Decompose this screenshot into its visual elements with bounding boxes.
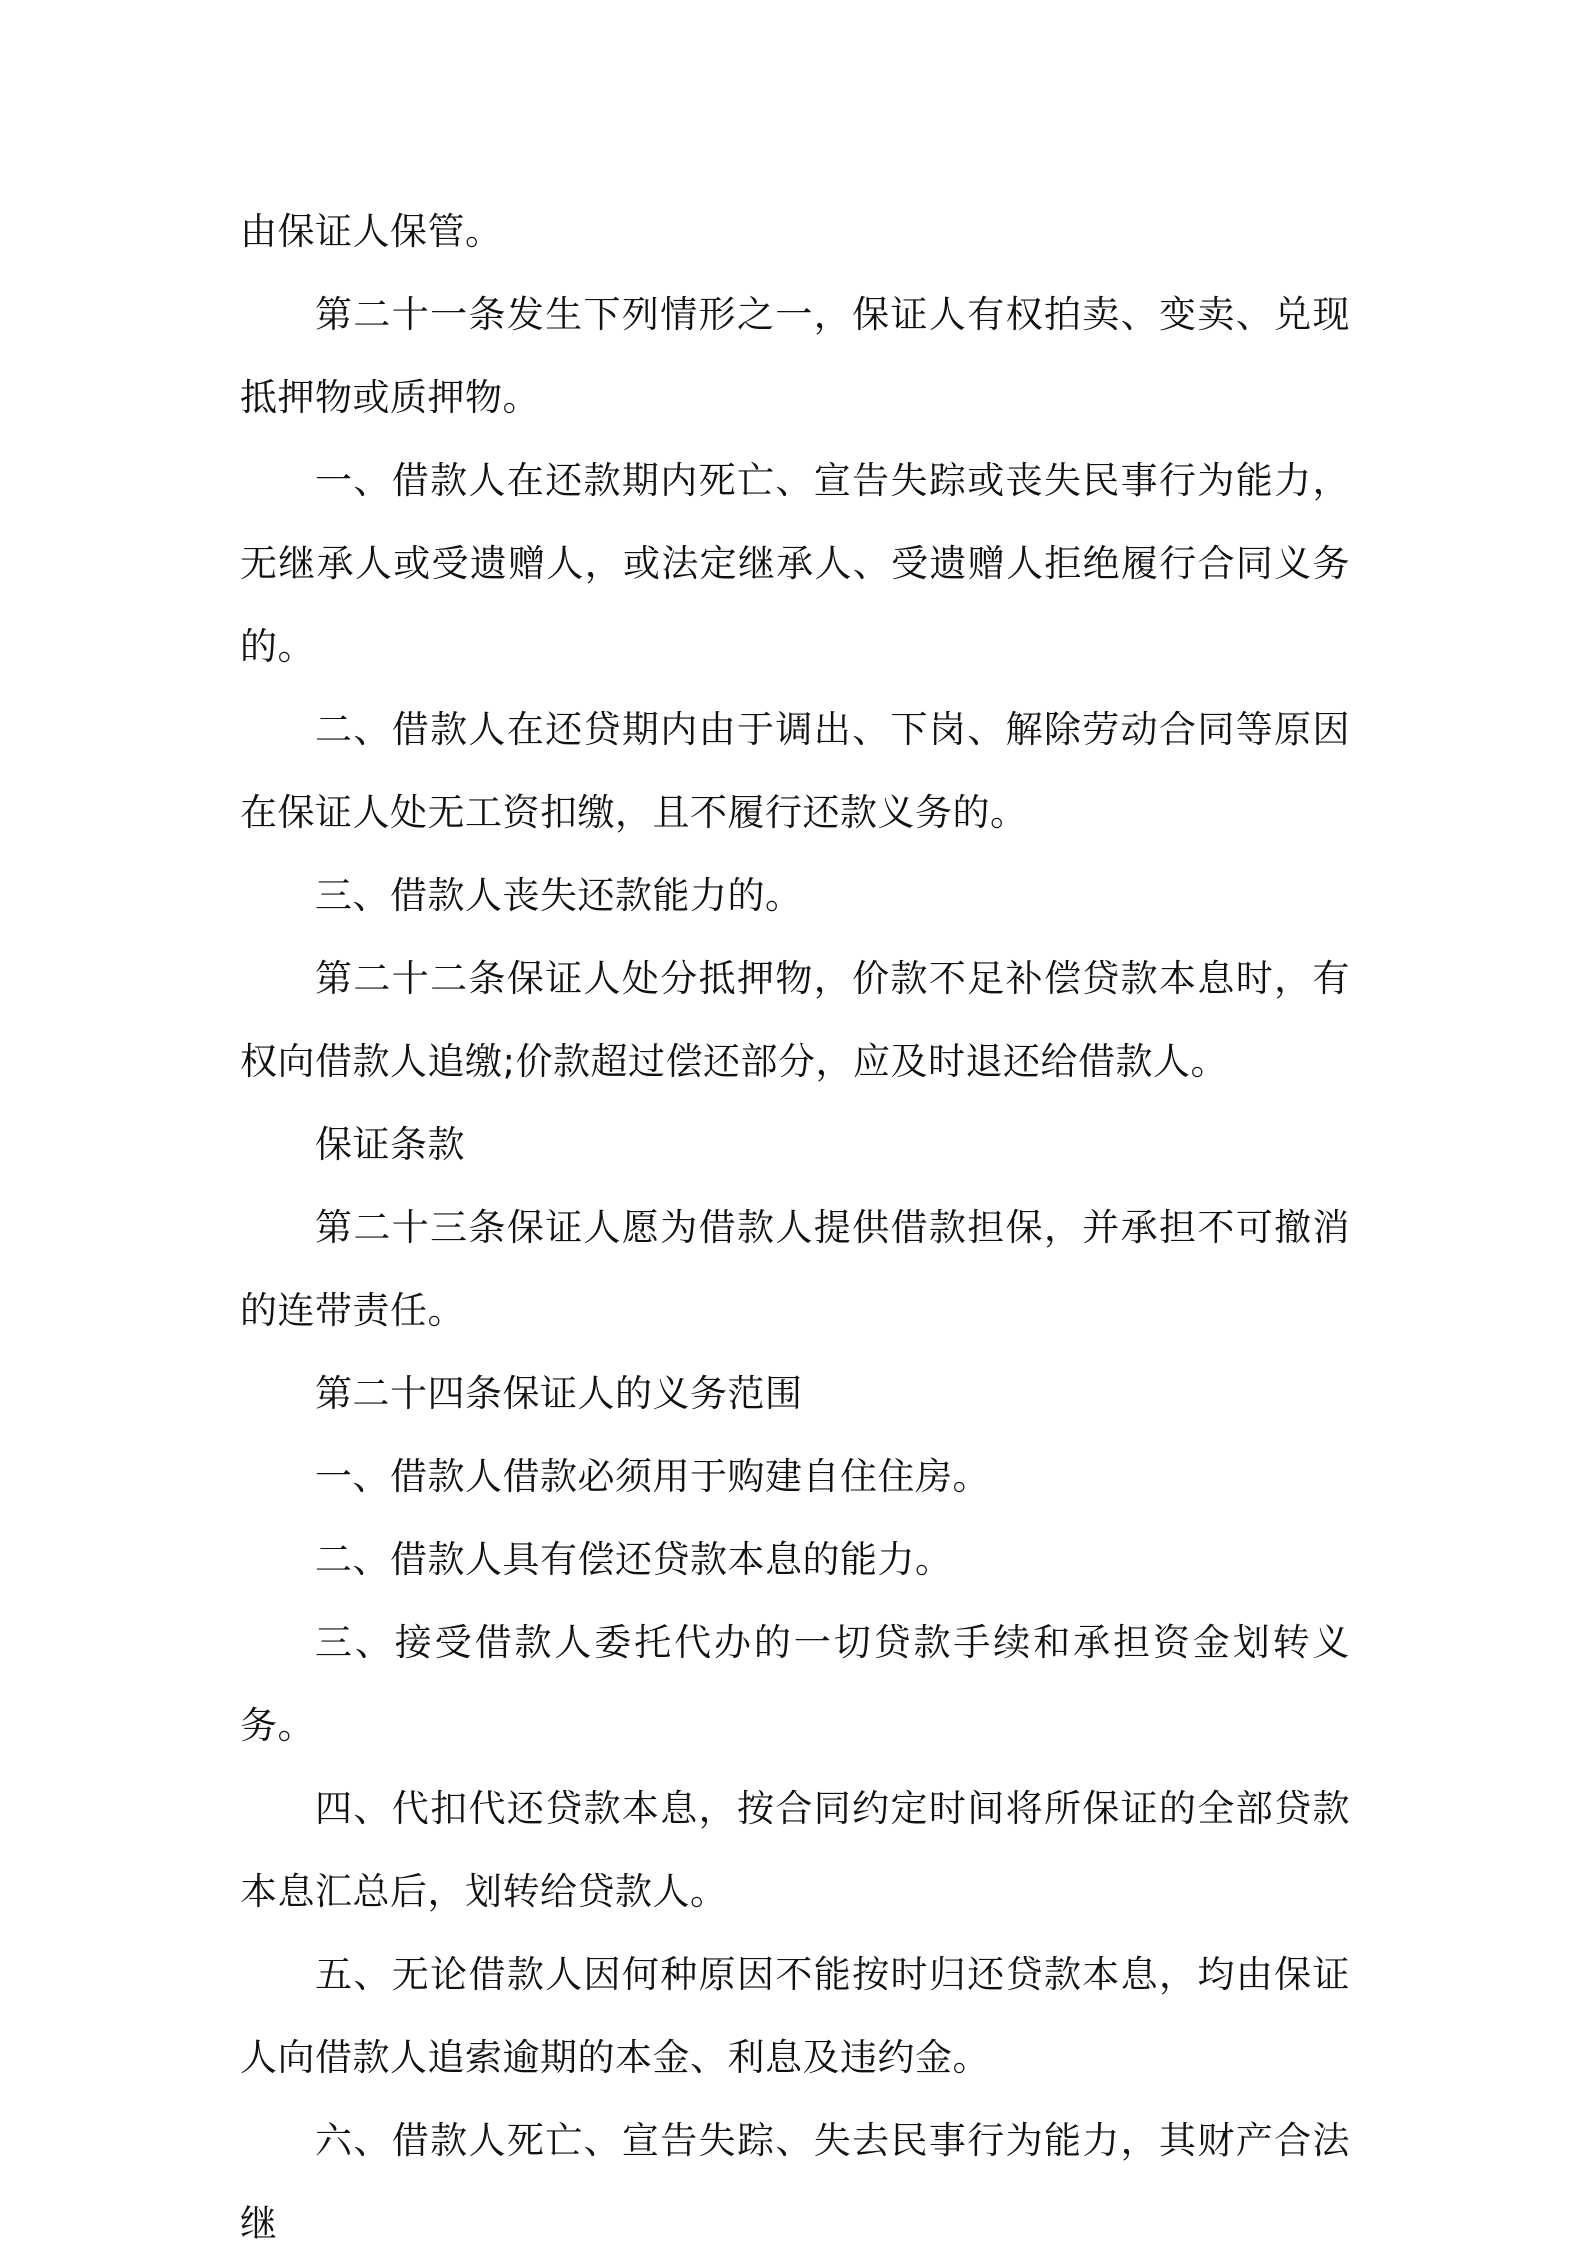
paragraph-article-24-item-1: 一、借款人借款必须用于购建自住住房。 [315, 1455, 990, 1498]
paragraph-article-21-item-2: 二、借款人在还贷期内由于调出、下岗、解除劳动合同等原因在保证人处无工资扣缴，且不履行还款义务的。 [240, 708, 1350, 834]
paragraph-continuation: 由保证人保管。 [240, 210, 503, 253]
section-heading-guarantee-clauses: 保证条款 [315, 1123, 465, 1166]
paragraph-article-24-item-5: 五、无论借款人因何种原因不能按时归还贷款本息，均由保证人向借款人追索逾期的本金、利息及违约金。 [240, 1953, 1350, 2079]
paragraph-article-24-item-6: 六、借款人死亡、宣告失踪、失去民事行为能力，其财产合法继 [240, 2119, 1350, 2245]
paragraph-article-21: 第二十一条发生下列情形之一，保证人有权拍卖、变卖、兑现抵押物或质押物。 [240, 293, 1350, 419]
paragraph-article-22: 第二十二条保证人处分抵押物，价款不足补偿贷款本息时，有权向借款人追缴;价款超过偿还部分，应及时退还给借款人。 [240, 957, 1350, 1083]
paragraph-article-23: 第二十三条保证人愿为借款人提供借款担保，并承担不可撤消的连带责任。 [240, 1206, 1350, 1332]
paragraph-article-21-item-1: 一、借款人在还款期内死亡、宣告失踪或丧失民事行为能力，无继承人或受遗赠人，或法定继承人、受遗赠人拒绝履行合同义务的。 [240, 459, 1350, 668]
paragraph-article-24-item-2: 二、借款人具有偿还贷款本息的能力。 [315, 1538, 953, 1581]
document-body [240, 190, 1350, 2265]
paragraph-article-24: 第二十四条保证人的义务范围 [315, 1372, 803, 1415]
paragraph-article-24-item-4: 四、代扣代还贷款本息，按合同约定时间将所保证的全部贷款本息汇总后，划转给贷款人。 [240, 1787, 1350, 1913]
paragraph-article-24-item-3: 三、接受借款人委托代办的一切贷款手续和承担资金划转义务。 [240, 1621, 1350, 1747]
paragraph-article-21-item-3: 三、借款人丧失还款能力的。 [315, 874, 803, 917]
